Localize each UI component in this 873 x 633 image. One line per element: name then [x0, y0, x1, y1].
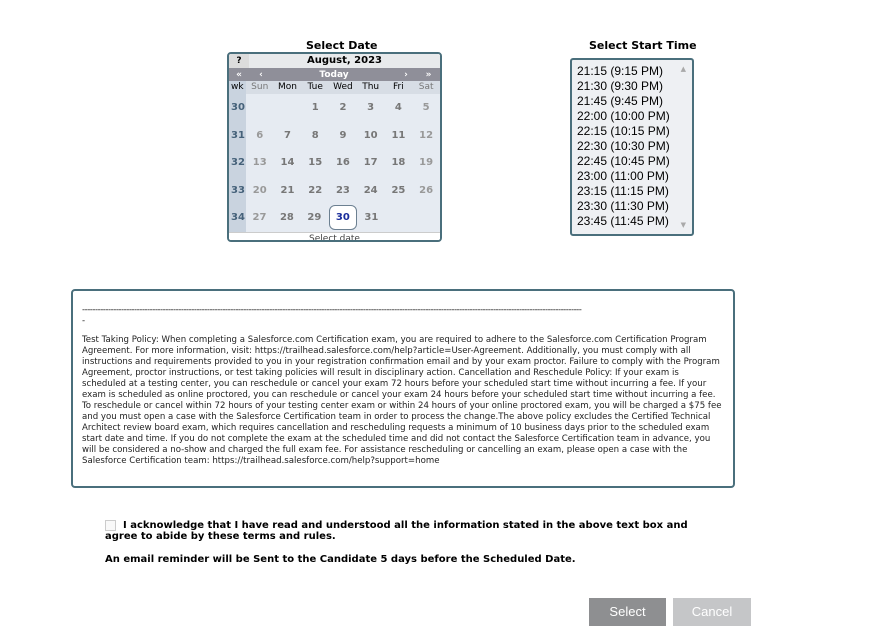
- time-option[interactable]: 21:30 (9:30 PM): [577, 79, 664, 93]
- weekday-header: Fri: [393, 82, 404, 92]
- policy-separator: ------------------------------------------------------------------------------------------------------------------------------------------------------------------------------------------------: [82, 305, 582, 315]
- calendar-day[interactable]: 22: [308, 184, 323, 196]
- calendar-day[interactable]: 11: [391, 129, 406, 141]
- time-options: [572, 60, 692, 229]
- prev-year-button[interactable]: «: [236, 69, 242, 80]
- calendar-day[interactable]: 16: [335, 157, 350, 169]
- calendar-day[interactable]: 19: [419, 157, 434, 169]
- weekday-header: Sun: [251, 82, 269, 92]
- calendar-day[interactable]: 8: [311, 129, 319, 141]
- week-number: 31: [229, 122, 246, 150]
- calendar-day[interactable]: 10: [363, 129, 378, 141]
- calendar-week-row: [229, 177, 440, 205]
- time-option[interactable]: 22:45 (10:45 PM): [577, 154, 670, 168]
- time-option[interactable]: 23:45 (11:45 PM): [577, 214, 669, 228]
- calendar-day[interactable]: 25: [391, 184, 406, 196]
- calendar-day[interactable]: 21: [280, 184, 295, 196]
- start-time-listbox[interactable]: [570, 58, 694, 236]
- acknowledge-row: [105, 520, 695, 542]
- acknowledge-label: I acknowledge that I have read and understood all the information stated in the above text box and agree to abide by these terms and rules.: [105, 520, 688, 542]
- email-reminder-note: An email reminder will be Sent to the Candidate 5 days before the Scheduled Date.: [105, 554, 576, 565]
- calendar-day[interactable]: 7: [283, 129, 291, 141]
- calendar-day[interactable]: 5: [422, 102, 430, 114]
- calendar-day[interactable]: 1: [311, 102, 319, 114]
- calendar-nav-bar: [229, 68, 440, 81]
- calendar-day[interactable]: 20: [252, 184, 267, 196]
- calendar-day[interactable]: 26: [419, 184, 434, 196]
- calendar-week-row: [229, 122, 440, 150]
- policy-text-box[interactable]: [71, 289, 735, 488]
- calendar-day[interactable]: 15: [308, 157, 323, 169]
- calendar-week-row: [229, 94, 440, 122]
- acknowledge-checkbox[interactable]: [105, 520, 116, 531]
- next-year-button[interactable]: »: [425, 69, 432, 80]
- time-option[interactable]: 23:30 (11:30 PM): [577, 199, 669, 213]
- calendar-day[interactable]: 28: [279, 212, 294, 224]
- time-option[interactable]: 22:15 (10:15 PM): [577, 124, 670, 138]
- next-month-button[interactable]: ›: [404, 69, 408, 80]
- time-option[interactable]: 22:30 (10:30 PM): [577, 139, 670, 153]
- calendar-day[interactable]: 4: [394, 102, 402, 114]
- week-number: 30: [229, 94, 246, 122]
- calendar-day[interactable]: 29: [307, 212, 322, 224]
- calendar-weekday-header: [229, 81, 440, 94]
- time-option[interactable]: 21:15 (9:15 PM): [577, 64, 664, 78]
- calendar-day[interactable]: 27: [252, 212, 267, 224]
- time-option[interactable]: 23:15 (11:15 PM): [577, 184, 669, 198]
- scroll-down-icon[interactable]: ▼: [680, 221, 686, 229]
- calendar-footer: Select date: [229, 232, 440, 243]
- calendar-help-button[interactable]: ?: [229, 54, 249, 68]
- weekday-header: Tue: [307, 82, 323, 92]
- calendar-month-title: August, 2023: [249, 54, 440, 68]
- calendar-day[interactable]: 2: [339, 102, 347, 114]
- calendar-week-row: [229, 204, 440, 232]
- calendar-day-selected[interactable]: 30: [329, 205, 357, 230]
- week-number: 34: [229, 204, 246, 232]
- calendar-day[interactable]: 14: [280, 157, 295, 169]
- calendar-day[interactable]: 9: [339, 129, 347, 141]
- cancel-button[interactable]: Cancel: [673, 598, 751, 626]
- select-button[interactable]: Select: [589, 598, 666, 626]
- select-start-time-title: Select Start Time: [589, 39, 697, 52]
- calendar-day[interactable]: 18: [391, 157, 406, 169]
- calendar-day[interactable]: 12: [419, 129, 434, 141]
- calendar-day[interactable]: 13: [252, 157, 267, 169]
- calendar-day[interactable]: 6: [256, 129, 264, 141]
- date-picker-calendar[interactable]: [227, 52, 442, 242]
- week-number-header: wk: [229, 81, 246, 94]
- today-button[interactable]: Today: [319, 69, 349, 80]
- calendar-grid: [229, 94, 440, 232]
- calendar-week-row: [229, 149, 440, 177]
- select-date-title: Select Date: [306, 39, 378, 52]
- week-number: 32: [229, 149, 246, 177]
- policy-text: Test Taking Policy: When completing a Salesforce.com Certification exam, you are required to adhere to the Salesforce.com Certification Program Agreement. For more information, visit: https://trailhead.salesforce.com/help?article=User-Agreement. Additionally, you must comply with all instructions and requirements provided to you in your registration confirmation email and by your exam proctor. Failure to comply with the Program Agreement, proctor instructions, or test taking policies will result in disciplinary action. Cancellation and Reschedule Policy: If your exam is scheduled at a testing center, you can reschedule or cancel your exam 72 hours before your scheduled start time without incurring a fee. If your exam is scheduled as online proctored, you can reschedule or cancel your exam 24 hours before your scheduled start time without incurring a fee. To reschedule or cancel within 72 hours of your testing center exam or within 24 hours of your online proctored exam, you will be charged a $75 fee and you must open a case with the Salesforce Certification team in order to process the change.The above policy excludes the Certified Technical Architect review board exam, which requires cancellation and rescheduling requests a minimum of 10 business days prior to the scheduled exam start date and time. If you do not complete the exam at the scheduled time and did not contact the Salesforce Certification team in advance, you will be considered a no-show and charged the full exam fee. For assistance rescheduling or cancelling an exam, please open a case with the Salesforce Certification team: https://trailhead.salesforce.com/help?support=home: [82, 335, 722, 466]
- weekday-header: Wed: [333, 82, 353, 92]
- policy-dash-line: -: [82, 316, 86, 326]
- week-number: 33: [229, 177, 246, 205]
- calendar-day[interactable]: 23: [335, 184, 350, 196]
- calendar-day[interactable]: 31: [364, 212, 379, 224]
- weekday-header: Sat: [418, 82, 434, 92]
- calendar-day[interactable]: 3: [367, 102, 375, 114]
- time-option[interactable]: 22:00 (10:00 PM): [577, 109, 670, 123]
- calendar-day[interactable]: 24: [363, 184, 378, 196]
- weekday-header: Thu: [362, 82, 380, 92]
- time-option[interactable]: 23:00 (11:00 PM): [577, 169, 669, 183]
- time-option[interactable]: 21:45 (9:45 PM): [577, 94, 664, 108]
- calendar-day[interactable]: 17: [363, 157, 378, 169]
- prev-month-button[interactable]: ‹: [259, 69, 263, 80]
- scroll-up-icon[interactable]: ▲: [680, 65, 686, 73]
- weekday-header: Mon: [277, 82, 297, 92]
